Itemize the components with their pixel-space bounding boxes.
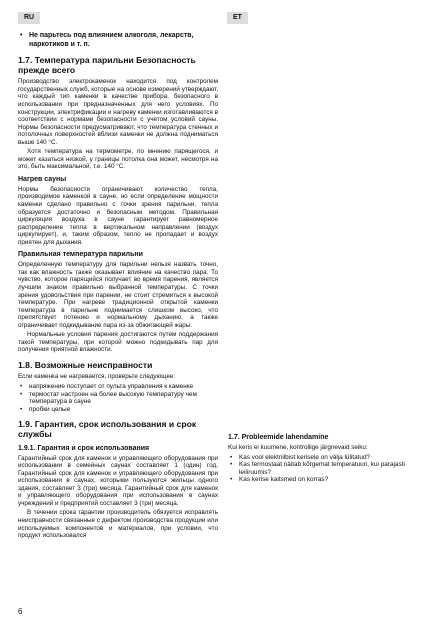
list-item: • напряжение поступает от пульта управления к каменке (18, 383, 218, 391)
troubleshooting-list-et (228, 454, 430, 484)
list-item: • Не парьтесь под влиянием алкоголя, лекарств, наркотиков и т. п. (18, 32, 218, 49)
list-item: • Kas vool elektriilbist kerisele on välja lülitatud? (228, 454, 430, 462)
paragraph: Гарантийный срок для каменок и управляющего оборудования при использовании в семейных саунах составляет 1 (один) год. Гарантийный срок для каменок и управляющего оборудования при использовании в саунах, которыми пользуются жильцы одного здания, составляет 3 (три) месяца. Гарантийный срок для каменок и управляющего оборудования при использовании в саунах учреждений и предприятий составляет 3 (три) месяца. (18, 454, 218, 507)
paragraph: Kui keris ei kuumene, kontrollige järgnevaid seiku: (228, 444, 368, 451)
warning-list (18, 32, 218, 49)
page-number: 6 (18, 607, 23, 616)
paragraph: Нормальные условия парения достигаются путем поддержания такой температуры, при которой можно подкидывать пар для получения приятной влажности. (18, 331, 218, 354)
list-item: • Kas kerise kaitsmed on korras? (228, 476, 430, 484)
section-heading-et-1-7: 1.7. Probleemide lahendamine (228, 434, 329, 441)
paragraph: В течении срока гарантии производитель обязуется исправлять неисправности связанные с дефектом производства продукции или используемых компонентов и материалов, при условии, что продукт использовался (18, 509, 218, 540)
troubleshooting-list (18, 383, 218, 413)
subheading-1-9-1: 1.9.1. Гарантия и срок использования (18, 444, 150, 452)
paragraph: Определенную температуру для парильни нельзя назвать точно, так как влажность также оказывает влияние на качество пара. То чувство, которое парящийся получает во время парения, является лучшим знаком правильно выбранной температуры. С точки зрения удовольствия при парении, не стоит стремиться к высокой температуре. При нагреве традиционной открытой каменки температура в парильне поднимается слишком высоко, что препятствует потению и нормальному дыханию, а также ограничивает подкидывание пара из-за обжигающей жары. (18, 261, 218, 329)
section-heading-1-9: 1.9. Гарантия, срок использования и срок службы (18, 419, 197, 439)
language-tab-et: ET (227, 12, 248, 24)
subheading-heating: Нагрев сауны (18, 175, 67, 183)
paragraph: Нормы безопасности ограничивают количество тепла, производимое каменкой в сауне, но если определение мощности каменки сделано правильно с точки зрения парильни, тепла образуется достаточно и безопасным методом. Правильная циркуляция воздуха в сауне гарантирует равномерное распределение тепла в вертикальном направлении (воздух циркулирует), и, таким образом, тепло не пропадает и воздух приятен для дыхания. (18, 185, 218, 246)
paragraph: Если каменка не нагревается, проверьте следующее: (18, 373, 176, 381)
section-heading-1-7: 1.7. Температура парильни Безопасность прежде всего (18, 55, 196, 75)
list-item: • термостат настроен на более высокую температуру чем температура в сауне (18, 391, 218, 406)
subheading-correct-temperature: Правильная температура парильни (18, 251, 143, 259)
estonian-column (228, 434, 430, 484)
list-item: • Kas termostaat näitab kõrgemat temperatuuri, kui parajasti leiliruumis? (228, 461, 430, 476)
list-item: • пробки целые (18, 406, 218, 414)
russian-column (18, 32, 218, 542)
section-heading-1-8: 1.8. Возможные неисправности (18, 359, 153, 370)
paragraph: Хотя температура на термометре, по мнению парящегося, и может казаться низкой, у границы потолка она может, несмотря на это, быть максимальной, т.е. 140 °С. (18, 148, 218, 171)
language-tab-ru: RU (18, 12, 40, 24)
paragraph: Производство электрокаменок находится под контролем государственных служб, которые на основе измерений утверждают, что каждый тип каменки в качестве прибора, безопасного в использовании при предназначенных для него условиях. По конструкции, электрификации и нагреву каменки изготавливаются в соответствии с нормами безопасности с учетом условий сауны. Нормы безопасности предусматривают, что температура стенных и потолочных поверхностей вблизи каменки не должна подниматься выше 140 °С. (18, 78, 218, 146)
